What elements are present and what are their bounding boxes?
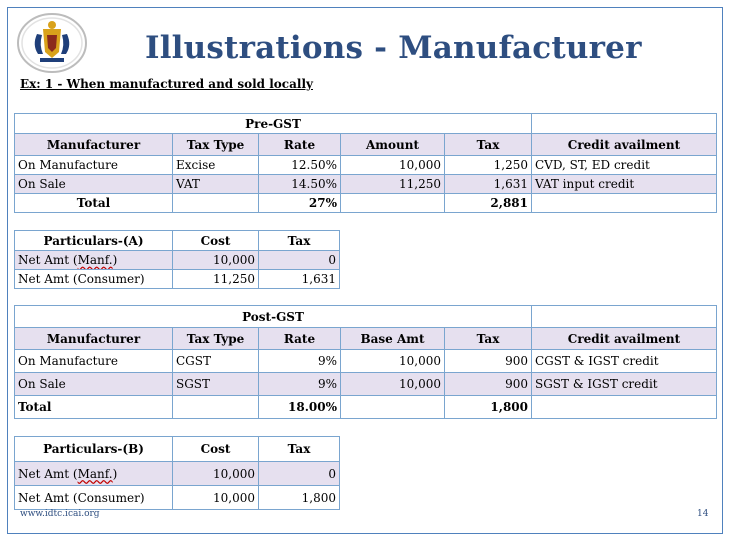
table-cell: Excise [173,156,259,175]
total-row [15,194,717,213]
manf-label: Manf. [77,466,113,481]
table-cell: 900 [445,373,532,396]
table-cell: 10,000 [173,251,259,270]
table-cell: SGST [173,373,259,396]
table-cell: 1,631 [445,175,532,194]
table-row [15,175,717,194]
total-label: Total [15,396,173,419]
table-cell [532,396,717,419]
col-header-rate: Rate [259,328,341,350]
table-cell: On Sale [15,175,173,194]
pre-gst-heading-blank [532,114,717,134]
table-cell: 11,250 [173,270,259,289]
col-header-tax: Tax [259,437,340,462]
table-cell: Net Amt (Manf.) [15,251,173,270]
col-header-manufacturer: Manufacturer [15,134,173,156]
col-header-tax: Tax [259,231,340,251]
slide-title: Illustrations - Manufacturer [145,30,642,66]
particulars-b-table [14,436,340,510]
table-cell: 10,000 [173,486,259,510]
table-cell: 900 [445,350,532,373]
total-tax: 1,800 [445,396,532,419]
table-cell: 10,000 [341,373,445,396]
table-row [15,251,340,270]
slide-subtitle: Ex: 1 - When manufactured and sold locally [20,77,313,91]
pre-gst-table [14,113,717,213]
col-header-base-amt: Base Amt [341,328,445,350]
col-header-tax-type: Tax Type [173,134,259,156]
manf-label: Manf. [77,253,113,267]
table-cell [173,396,259,419]
table-row [15,350,717,373]
total-row [15,396,717,419]
icai-logo-icon [16,12,88,74]
table-row [15,270,340,289]
table-cell: Net Amt (Manf.) [15,462,173,486]
table-row [15,462,340,486]
col-header-particulars: Particulars-(A) [15,231,173,251]
table-cell [173,194,259,213]
table-cell: Net Amt (Consumer) [15,486,173,510]
table-cell: VAT input credit [532,175,717,194]
table-cell: On Sale [15,373,173,396]
particulars-a-table [14,230,340,289]
table-cell: On Manufacture [15,350,173,373]
col-header-tax: Tax [445,134,532,156]
table-cell: 10,000 [341,350,445,373]
table-cell: 1,250 [445,156,532,175]
col-header-credit: Credit availment [532,328,717,350]
table-cell: 14.50% [259,175,341,194]
table-cell [532,194,717,213]
total-rate: 18.00% [259,396,341,419]
col-header-cost: Cost [173,437,259,462]
table-cell [341,194,445,213]
col-header-tax: Tax [445,328,532,350]
post-gst-heading: Post-GST [15,306,532,328]
table-cell: VAT [173,175,259,194]
table-cell: Net Amt (Consumer) [15,270,173,289]
page-number: 14 [697,509,709,519]
col-header-amount: Amount [341,134,445,156]
table-cell: On Manufacture [15,156,173,175]
table-cell: 1,800 [259,486,340,510]
col-header-credit: Credit availment [532,134,717,156]
table-cell: 9% [259,350,341,373]
table-row [15,156,717,175]
col-header-manufacturer: Manufacturer [15,328,173,350]
footer-url: www.idtc.icai.org [20,509,100,519]
table-cell: CGST & IGST credit [532,350,717,373]
post-gst-table [14,305,717,419]
table-cell: 0 [259,251,340,270]
post-gst-heading-blank [532,306,717,328]
table-cell: SGST & IGST credit [532,373,717,396]
total-label: Total [15,194,173,213]
table-cell: 9% [259,373,341,396]
table-cell: 1,631 [259,270,340,289]
table-cell: CVD, ST, ED credit [532,156,717,175]
table-cell: 11,250 [341,175,445,194]
table-cell: 10,000 [341,156,445,175]
table-cell: 12.50% [259,156,341,175]
table-row [15,373,717,396]
col-header-particulars: Particulars-(B) [15,437,173,462]
table-cell: 0 [259,462,340,486]
table-cell [341,396,445,419]
col-header-rate: Rate [259,134,341,156]
table-row [15,486,340,510]
total-tax: 2,881 [445,194,532,213]
table-cell: 10,000 [173,462,259,486]
total-rate: 27% [259,194,341,213]
col-header-cost: Cost [173,231,259,251]
table-cell: CGST [173,350,259,373]
pre-gst-heading: Pre-GST [15,114,532,134]
col-header-tax-type: Tax Type [173,328,259,350]
